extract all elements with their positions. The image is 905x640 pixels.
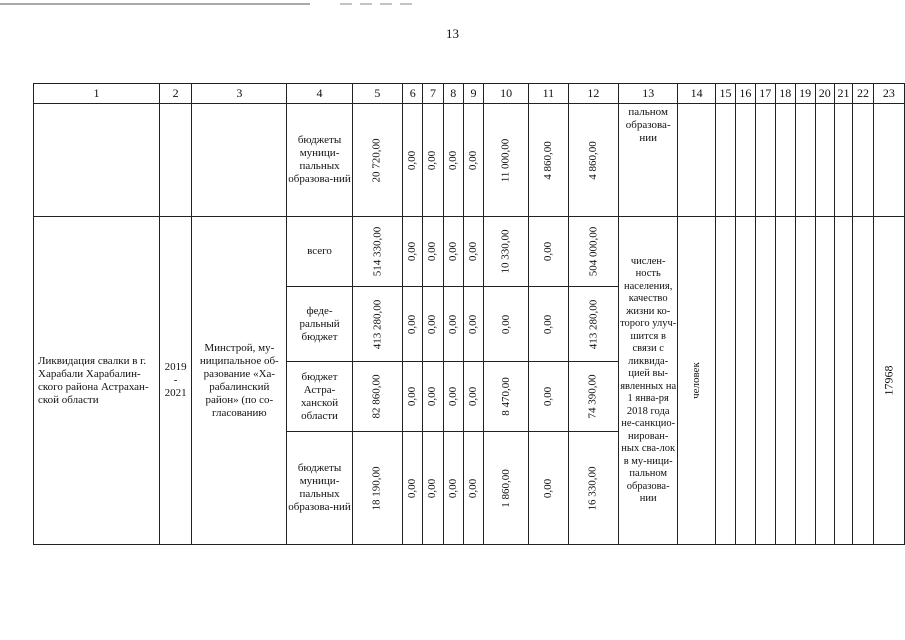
header-cell: 3	[192, 84, 287, 104]
header-cell: 10	[484, 84, 529, 104]
value-cell: 413 280,00	[568, 287, 619, 362]
header-cell: 17	[755, 84, 775, 104]
program-table	[33, 83, 905, 545]
header-cell: 21	[834, 84, 852, 104]
value-cell: 4 860,00	[568, 104, 619, 217]
value-cell: 18 190,00	[352, 432, 403, 545]
header-cell: 1	[34, 84, 160, 104]
value-cell: 0,00	[423, 217, 443, 287]
header-cell: 22	[853, 84, 874, 104]
value-cell: 0,00	[484, 287, 529, 362]
value-cell: 0,00	[529, 217, 569, 287]
value-cell: 0,00	[463, 104, 483, 217]
value-cell: 82 860,00	[352, 362, 403, 432]
value-cell: 16 330,00	[568, 432, 619, 545]
value-cell: 0,00	[403, 217, 423, 287]
value-cell: 0,00	[443, 217, 463, 287]
value-cell: 10 330,00	[484, 217, 529, 287]
funding-source: бюджеты муници-пальных образова-ний	[287, 432, 352, 545]
header-row	[34, 84, 905, 104]
value-cell: 74 390,00	[568, 362, 619, 432]
header-cell: 23	[873, 84, 904, 104]
expected-result: числен-ность населения, качество жизни ко-торого улуч-шится в связи с ликвида-цией вы-явленных на 1 янва-ря 2018 года не-санкцио-нирован-ных сва-лок в му-ници-пальном образова-нии	[619, 217, 678, 545]
header-cell: 7	[423, 84, 443, 104]
header-cell: 4	[287, 84, 352, 104]
value-cell: 0,00	[443, 104, 463, 217]
funding-source: бюджет Астра-ханской области	[287, 362, 352, 432]
funding-source: всего	[287, 217, 352, 287]
value-cell: 0,00	[423, 287, 443, 362]
header-cell: 15	[716, 84, 736, 104]
value-cell: 0,00	[403, 432, 423, 545]
header-cell: 12	[568, 84, 619, 104]
result-continuation: пальном образова-нии	[619, 104, 678, 217]
value-cell: 0,00	[423, 362, 443, 432]
scan-top-edge	[0, 0, 905, 10]
page-number: 13	[446, 26, 459, 41]
value-cell: 11 000,00	[484, 104, 529, 217]
value-cell: 514 330,00	[352, 217, 403, 287]
unit-cell: человек	[678, 217, 716, 545]
funding-source: феде-ральный бюджет	[287, 287, 352, 362]
value-cell: 0,00	[443, 287, 463, 362]
value-cell: 0,00	[443, 362, 463, 432]
target-value: 17968	[873, 217, 904, 545]
value-cell: 8 470,00	[484, 362, 529, 432]
value-cell: 0,00	[529, 362, 569, 432]
value-cell: 413 280,00	[352, 287, 403, 362]
header-cell: 20	[815, 84, 834, 104]
value-cell: 1 860,00	[484, 432, 529, 545]
value-cell: 0,00	[463, 217, 483, 287]
value-cell: 4 860,00	[529, 104, 569, 217]
value-cell: 0,00	[403, 104, 423, 217]
header-cell: 18	[775, 84, 795, 104]
header-cell: 2	[159, 84, 191, 104]
header-cell: 16	[735, 84, 755, 104]
header-cell: 14	[678, 84, 716, 104]
value-cell: 0,00	[443, 432, 463, 545]
header-cell: 9	[463, 84, 483, 104]
value-cell: 0,00	[463, 287, 483, 362]
continuation-row	[34, 104, 905, 217]
value-cell: 0,00	[403, 287, 423, 362]
value-cell: 0,00	[529, 432, 569, 545]
header-cell: 5	[352, 84, 403, 104]
value-cell: 0,00	[423, 432, 443, 545]
project-period: 2019 - 2021	[159, 217, 191, 545]
header-cell: 13	[619, 84, 678, 104]
value-cell: 0,00	[463, 432, 483, 545]
value-cell: 504 000,00	[568, 217, 619, 287]
value-cell: 0,00	[463, 362, 483, 432]
header-cell: 19	[795, 84, 815, 104]
project-name: Ликвидация свалки в г. Харабали Харабалин-ского района Астрахан-ской области	[34, 217, 160, 545]
value-cell: 0,00	[403, 362, 423, 432]
funding-source: бюджеты муници-пальных образова-ний	[287, 104, 352, 217]
value-cell: 0,00	[423, 104, 443, 217]
value-cell: 20 720,00	[352, 104, 403, 217]
value-cell: 0,00	[529, 287, 569, 362]
project-executor: Минстрой, му-ниципальное об-разование «Ха-рабалинский район» (по со-гласованию	[192, 217, 287, 545]
header-cell: 6	[403, 84, 423, 104]
project-row	[34, 217, 905, 287]
header-cell: 11	[529, 84, 569, 104]
header-cell: 8	[443, 84, 463, 104]
